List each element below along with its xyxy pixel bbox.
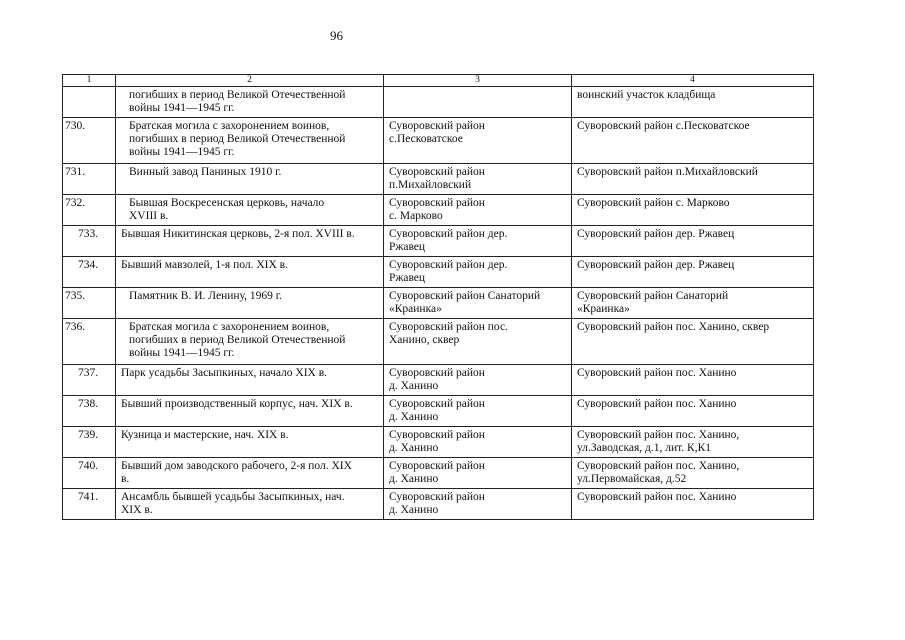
cell-address: Суворовский район пос. Ханино (572, 365, 814, 396)
table-row (63, 118, 814, 164)
cell-address: Суворовский район с.Песковатское (572, 118, 814, 164)
cell-name: Парк усадьбы Засыпкиных, начало XIX в. (116, 365, 384, 396)
cell-location (384, 87, 572, 118)
cell-name: Бывший производственный корпус, нач. XIX в. (116, 396, 384, 427)
cell-name: Братская могила с захоронением воинов, погибших в период Великой Отечественной войны 1941—1945 гг. (116, 319, 384, 365)
table-row (63, 288, 814, 319)
cell-name: Бывший дом заводского рабочего, 2-я пол. XIX в. (116, 458, 384, 489)
table-row (63, 365, 814, 396)
table-row (63, 87, 814, 118)
cell-number: 741. (63, 489, 116, 520)
cell-number: 730. (63, 118, 116, 164)
cell-address: Суворовский район дер. Ржавец (572, 257, 814, 288)
cell-location: Суворовский район д. Ханино (384, 427, 572, 458)
table-body (63, 87, 814, 520)
column-header-address: 4 (572, 75, 814, 87)
cell-location: Суворовский район д. Ханино (384, 458, 572, 489)
cell-name: погибших в период Великой Отечественной войны 1941—1945 гг. (116, 87, 384, 118)
cell-number: 740. (63, 458, 116, 489)
cell-location: Суворовский район с. Марково (384, 195, 572, 226)
cell-address: Суворовский район с. Марково (572, 195, 814, 226)
cell-name: Ансамбль бывшей усадьбы Засыпкиных, нач. XIX в. (116, 489, 384, 520)
cell-address: Суворовский район пос. Ханино, ул.Первомайская, д.52 (572, 458, 814, 489)
table-row (63, 458, 814, 489)
cell-location: Суворовский район пос. Ханино, сквер (384, 319, 572, 365)
cell-name: Бывший мавзолей, 1-я пол. XIX в. (116, 257, 384, 288)
cell-address: Суворовский район дер. Ржавец (572, 226, 814, 257)
column-header-location: 3 (384, 75, 572, 87)
cell-number: 737. (63, 365, 116, 396)
cell-name: Бывшая Никитинская церковь, 2-я пол. XVIII в. (116, 226, 384, 257)
cell-address: Суворовский район Санаторий «Краинка» (572, 288, 814, 319)
table-row (63, 257, 814, 288)
cell-number: 731. (63, 164, 116, 195)
table-row (63, 319, 814, 365)
cell-location: Суворовский район дер. Ржавец (384, 226, 572, 257)
cell-name: Братская могила с захоронением воинов, погибших в период Великой Отечественной войны 1941—1945 гг. (116, 118, 384, 164)
cell-location: Суворовский район п.Михайловский (384, 164, 572, 195)
cell-location: Суворовский район д. Ханино (384, 396, 572, 427)
cell-location: Суворовский район с.Песковатское (384, 118, 572, 164)
table-row (63, 195, 814, 226)
cell-number: 738. (63, 396, 116, 427)
cell-address: Суворовский район пос. Ханино, ул.Заводская, д.1, лит. К,К1 (572, 427, 814, 458)
cell-number: 735. (63, 288, 116, 319)
cell-number: 732. (63, 195, 116, 226)
cell-name: Винный завод Паниных 1910 г. (116, 164, 384, 195)
cell-address: Суворовский район пос. Ханино (572, 396, 814, 427)
cell-location: Суворовский район Санаторий «Краинка» (384, 288, 572, 319)
cell-number (63, 87, 116, 118)
table-row (63, 427, 814, 458)
page-number: 96 (330, 28, 343, 43)
cell-name: Памятник В. И. Ленину, 1969 г. (116, 288, 384, 319)
table-row (63, 489, 814, 520)
cell-address: воинский участок кладбища (572, 87, 814, 118)
cell-address: Суворовский район пос. Ханино, сквер (572, 319, 814, 365)
heritage-registry-table (62, 74, 814, 520)
cell-location: Суворовский район д. Ханино (384, 365, 572, 396)
cell-number: 733. (63, 226, 116, 257)
column-header-name: 2 (116, 75, 384, 87)
cell-name: Бывшая Воскресенская церковь, начало XVIII в. (116, 195, 384, 226)
cell-location: Суворовский район д. Ханино (384, 489, 572, 520)
cell-number: 734. (63, 257, 116, 288)
cell-number: 739. (63, 427, 116, 458)
table-row (63, 226, 814, 257)
cell-address: Суворовский район пос. Ханино (572, 489, 814, 520)
cell-name: Кузница и мастерские, нач. XIX в. (116, 427, 384, 458)
cell-address: Суворовский район п.Михайловский (572, 164, 814, 195)
column-header-number: 1 (63, 75, 116, 87)
table-row (63, 396, 814, 427)
table-row (63, 164, 814, 195)
cell-number: 736. (63, 319, 116, 365)
table-header-row (63, 75, 814, 87)
cell-location: Суворовский район дер. Ржавец (384, 257, 572, 288)
